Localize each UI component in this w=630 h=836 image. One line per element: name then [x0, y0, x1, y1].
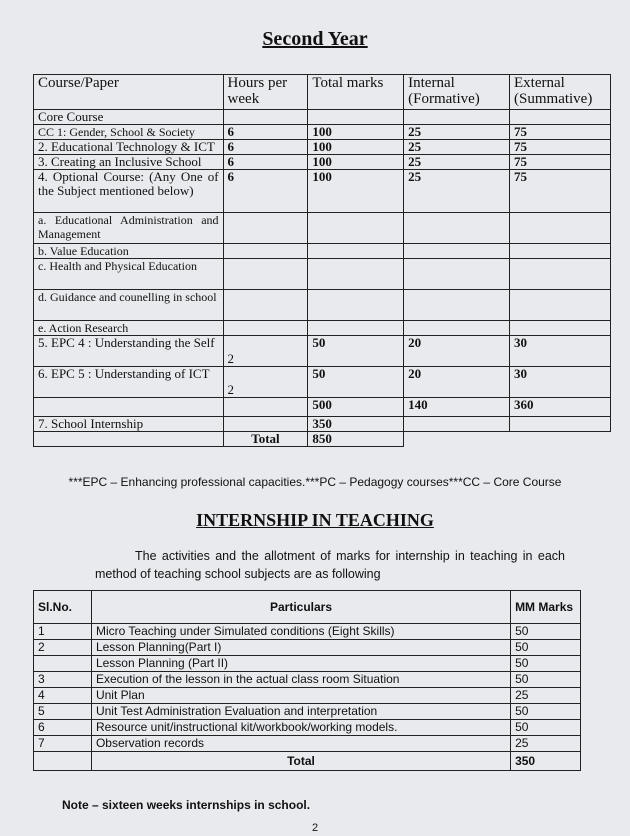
hours-cell: 6 [223, 140, 308, 155]
hours-cell: 6 [223, 170, 308, 213]
total-row [34, 752, 581, 771]
grand-total-label: Total [223, 432, 308, 447]
course-cell: 4. Optional Course: (Any One of the Subject mentioned below) [34, 170, 224, 213]
external-cell: 30 [510, 367, 611, 398]
total-cell: 100 [308, 170, 404, 213]
external-cell: 75 [510, 155, 611, 170]
intro-paragraph: The activities and the allotment of marks for internship in teaching in each method of teaching school subjects are as following [95, 549, 565, 581]
grand-total-value: 850 [308, 432, 404, 447]
table-row [34, 656, 581, 672]
page-number: 2 [311, 822, 319, 834]
header-cell: Total marks [308, 75, 404, 110]
hours-cell: 6 [223, 155, 308, 170]
table-row [34, 336, 611, 367]
sl-cell: 6 [34, 720, 92, 736]
marks-cell: 50 [511, 624, 581, 640]
grand-total-row [34, 432, 611, 447]
marks-cell: 50 [511, 672, 581, 688]
total-cell: 100 [308, 125, 404, 140]
table-row [34, 213, 611, 244]
optional-course-cell: e. Action Research [34, 321, 224, 336]
internal-cell: 25 [404, 170, 510, 213]
optional-course-cell: a. Educational Administration and Management [34, 213, 224, 244]
sl-cell: 1 [34, 624, 92, 640]
sl-cell: 7 [34, 736, 92, 752]
subtotal-row [34, 398, 611, 417]
table-row [34, 367, 611, 398]
total-cell: 50 [308, 367, 404, 398]
subtotal-total: 500 [308, 398, 404, 417]
particular-cell: Micro Teaching under Simulated conditions (Eight Skills) [91, 624, 510, 640]
sl-cell: 4 [34, 688, 92, 704]
table-header-row [34, 75, 611, 110]
header-cell: External (Summative) [510, 75, 611, 110]
particular-cell: Lesson Planning(Part I) [91, 640, 510, 656]
course-cell: 6. EPC 5 : Understanding of ICT [34, 367, 224, 398]
table-row [34, 736, 581, 752]
subtotal-internal: 140 [404, 398, 510, 417]
header-cell: MM Marks [511, 591, 581, 624]
total-cell: 50 [308, 336, 404, 367]
header-cell: Sl.No. [34, 591, 92, 624]
course-table [33, 74, 611, 447]
table-row [34, 704, 581, 720]
table-row [34, 720, 581, 736]
table-row [34, 110, 611, 125]
page-title: Second Year [262, 28, 368, 50]
internal-cell: 25 [404, 125, 510, 140]
internship-table [33, 590, 581, 771]
optional-course-cell: d. Guidance and counelling in school [34, 290, 224, 321]
table-row [34, 417, 611, 432]
course-cell: 2. Educational Technology & ICT [34, 140, 224, 155]
table-row [34, 259, 611, 290]
marks-cell: 50 [511, 704, 581, 720]
section-title: INTERNSHIP IN TEACHING [196, 510, 434, 530]
course-cell: 5. EPC 4 : Understanding the Self [34, 336, 224, 367]
sl-cell [34, 656, 92, 672]
course-cell: CC 1: Gender, School & Society [34, 125, 224, 140]
internship-total: 350 [308, 417, 404, 432]
particular-cell: Unit Test Administration Evaluation and interpretation [91, 704, 510, 720]
table-row [34, 155, 611, 170]
optional-course-cell: c. Health and Physical Education [34, 259, 224, 290]
table-row [34, 624, 581, 640]
core-course-label: Core Course [34, 110, 224, 125]
header-cell: Hours per week [223, 75, 308, 110]
internal-cell: 20 [404, 367, 510, 398]
course-cell: 3. Creating an Inclusive School [34, 155, 224, 170]
subtotal-external: 360 [510, 398, 611, 417]
total-label: Total [91, 752, 510, 771]
particular-cell: Resource unit/instructional kit/workbook/working models. [91, 720, 510, 736]
particular-cell: Execution of the lesson in the actual class room Situation [91, 672, 510, 688]
table-row [34, 140, 611, 155]
marks-cell: 50 [511, 656, 581, 672]
total-cell: 100 [308, 140, 404, 155]
footnote: ***EPC – Enhancing professional capacities.***PC – Pedagogy courses***CC – Core Course [68, 475, 562, 489]
hours-cell: 6 [223, 125, 308, 140]
internal-cell: 25 [404, 140, 510, 155]
table-row [34, 170, 611, 213]
table-row [34, 321, 611, 336]
note: Note – sixteen weeks internships in school. [62, 798, 311, 812]
marks-cell: 25 [511, 736, 581, 752]
total-cell: 100 [308, 155, 404, 170]
table-row [34, 244, 611, 259]
header-cell: Particulars [91, 591, 510, 624]
table-row [34, 672, 581, 688]
sl-cell: 2 [34, 640, 92, 656]
table-row [34, 640, 581, 656]
total-marks: 350 [511, 752, 581, 771]
hours-cell: 2 [223, 367, 308, 398]
particular-cell: Lesson Planning (Part II) [91, 656, 510, 672]
header-cell: Course/Paper [34, 75, 224, 110]
internal-cell: 25 [404, 155, 510, 170]
marks-cell: 25 [511, 688, 581, 704]
sl-cell: 5 [34, 704, 92, 720]
table-header-row [34, 591, 581, 624]
internship-cell: 7. School Internship [34, 417, 224, 432]
external-cell: 30 [510, 336, 611, 367]
particular-cell: Observation records [91, 736, 510, 752]
hours-cell: 2 [223, 336, 308, 367]
optional-course-cell: b. Value Education [34, 244, 224, 259]
marks-cell: 50 [511, 720, 581, 736]
table-row [34, 688, 581, 704]
external-cell: 75 [510, 170, 611, 213]
header-cell: Internal (Formative) [404, 75, 510, 110]
external-cell: 75 [510, 140, 611, 155]
table-row [34, 125, 611, 140]
external-cell: 75 [510, 125, 611, 140]
particular-cell: Unit Plan [91, 688, 510, 704]
sl-cell: 3 [34, 672, 92, 688]
marks-cell: 50 [511, 640, 581, 656]
internal-cell: 20 [404, 336, 510, 367]
table-row [34, 290, 611, 321]
